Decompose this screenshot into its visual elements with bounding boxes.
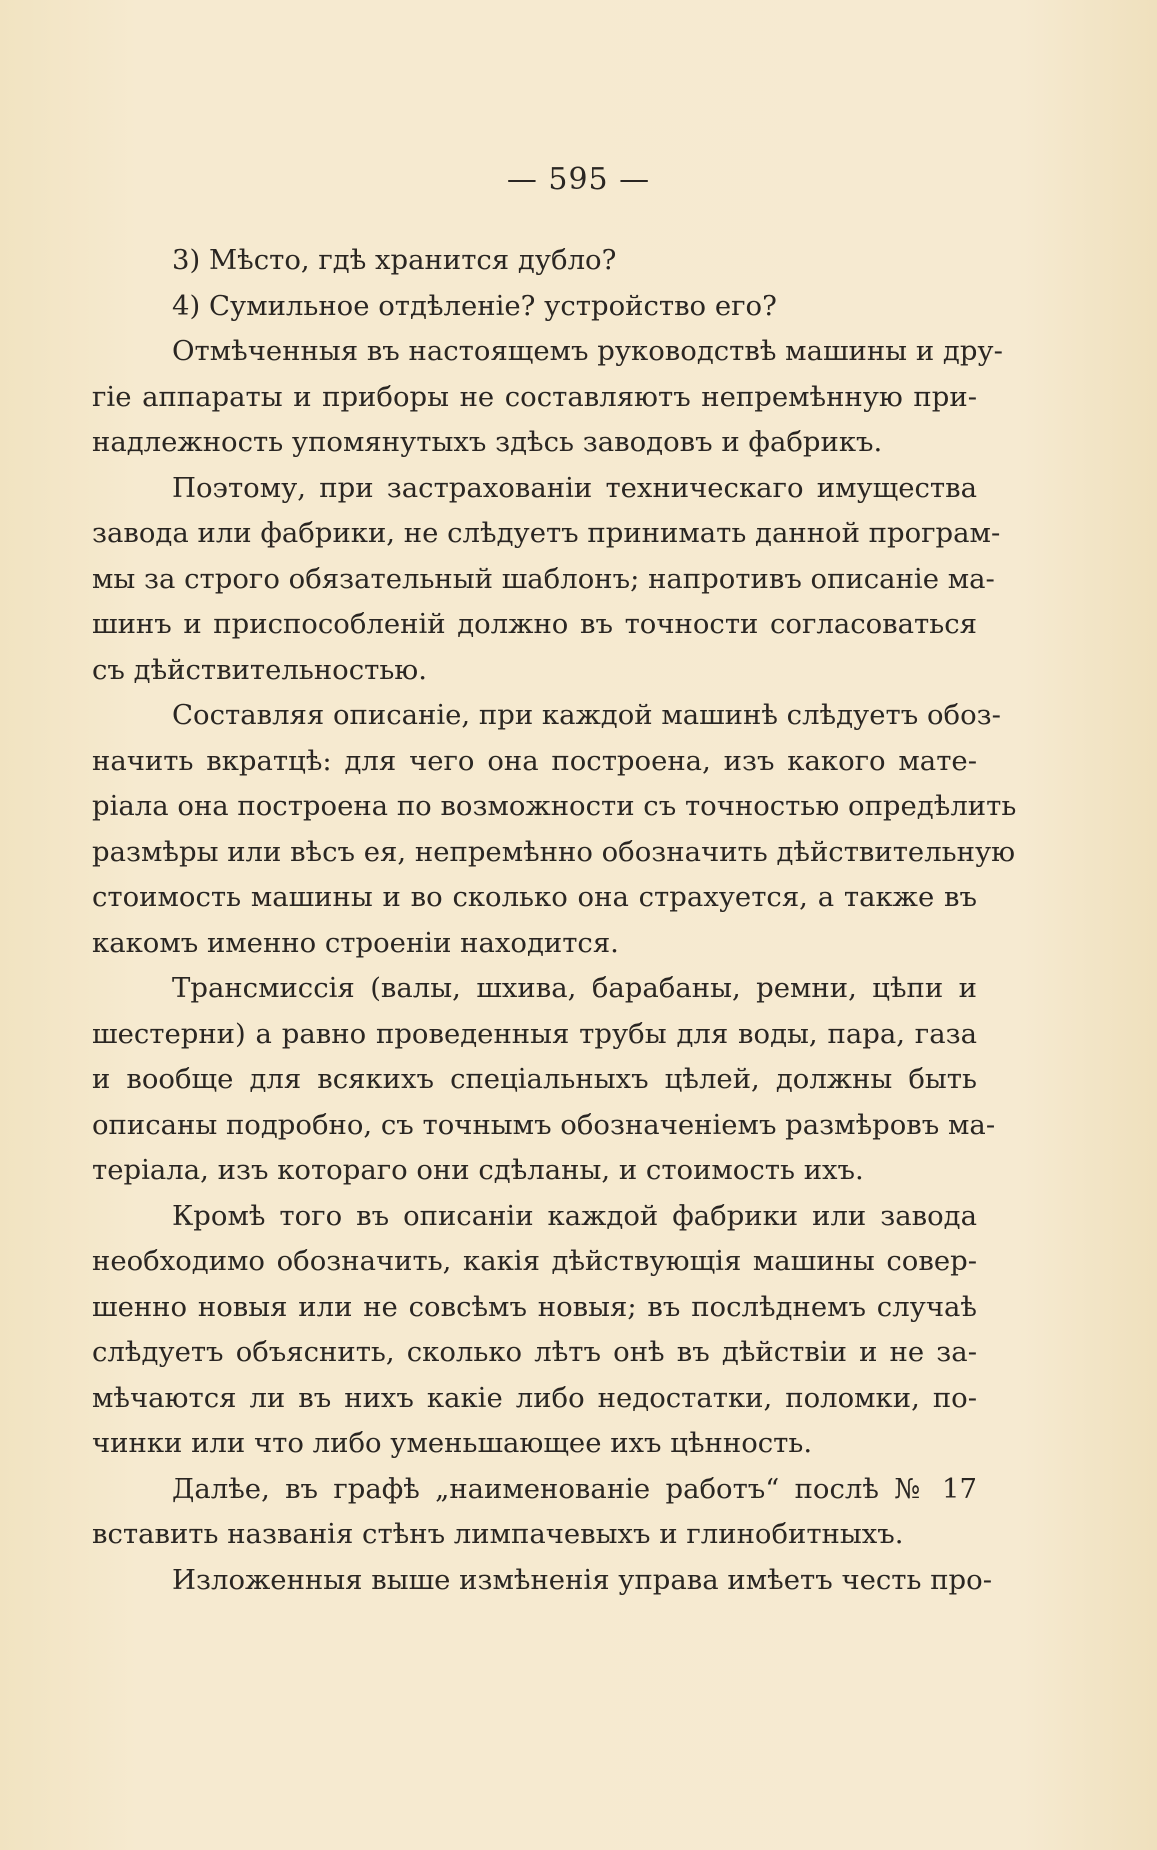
page-number: — 595 — xyxy=(506,162,651,197)
text-line: мѣчаются ли въ нихъ какіе либо недостатки, поломки, по- xyxy=(92,1381,977,1414)
text-line: 3) Мѣсто, гдѣ хранится дубло? xyxy=(172,244,617,276)
text-line: Трансмиссія (валы, шхива, барабаны, ремни, цѣпи и xyxy=(172,972,977,1004)
text-line: Кромѣ того въ описаніи каждой фабрики или завода xyxy=(172,1199,977,1232)
text-line: необходимо обозначить, какія дѣйствующія машины совер- xyxy=(92,1245,977,1277)
text-line: шенно новыя или не совсѣмъ новыя; въ послѣднемъ случаѣ xyxy=(92,1290,977,1323)
text-line: Отмѣченныя въ настоящемъ руководствѣ машины и дру- xyxy=(172,335,1003,367)
text-line: стоимость машины и во сколько она страхуется, а также въ xyxy=(92,881,977,913)
text-line: Поэтому, при застрахованіи техническаго имущества xyxy=(172,471,977,504)
text-line: шестерни) а равно проведенныя трубы для воды, пара, газа xyxy=(92,1017,977,1050)
text-line: и вообще для всякихъ спеціальныхъ цѣлей, должны быть xyxy=(92,1063,977,1095)
text-line: съ дѣйствительностью. xyxy=(92,653,427,686)
text-line: чинки или что либо уменьшающее ихъ цѣнность. xyxy=(92,1427,813,1459)
text-line: размѣры или вѣсъ ея, непремѣнно обозначить дѣйствительную xyxy=(92,835,1016,868)
text-line: 4) Сумильное отдѣленіе? устройство его? xyxy=(172,289,777,322)
body-text xyxy=(92,238,1017,1603)
text-line: слѣдуетъ объяснить, сколько лѣтъ онѣ въ дѣйствіи и не за- xyxy=(92,1336,977,1368)
text-line: теріала, изъ котораго они сдѣланы, и стоимость ихъ. xyxy=(92,1154,864,1186)
text-line: гіе аппараты и приборы не составляютъ непремѣнную при- xyxy=(92,380,977,413)
text-line: какомъ именно строеніи находится. xyxy=(92,926,619,959)
text-line: Далѣе, въ графѣ „наименованіе работъ“ послѣ № 17 xyxy=(172,1472,977,1505)
text-line: начить вкратцѣ: для чего она построена, изъ какого мате- xyxy=(92,744,977,777)
text-line: вставить названія стѣнъ лимпачевыхъ и глинобитныхъ. xyxy=(92,1518,904,1550)
text-line: Изложенныя выше измѣненія управа имѣетъ честь про- xyxy=(172,1563,993,1596)
text-line: завода или фабрики, не слѣдуетъ принимать данной програм- xyxy=(92,517,1001,549)
text-line: шинъ и приспособленій должно въ точности согласоваться xyxy=(92,608,977,640)
text-line: надлежность упомянутыхъ здѣсь заводовъ и фабрикъ. xyxy=(92,426,883,458)
text-line: Составляя описаніе, при каждой машинѣ слѣдуетъ обоз- xyxy=(172,699,1001,731)
text-line: мы за строго обязательный шаблонъ; напротивъ описаніе ма- xyxy=(92,562,995,595)
text-line: ріала она построена по возможности съ точностью опредѣлить xyxy=(92,790,1017,822)
text-line: описаны подробно, съ точнымъ обозначеніемъ размѣровъ ма- xyxy=(92,1108,996,1141)
